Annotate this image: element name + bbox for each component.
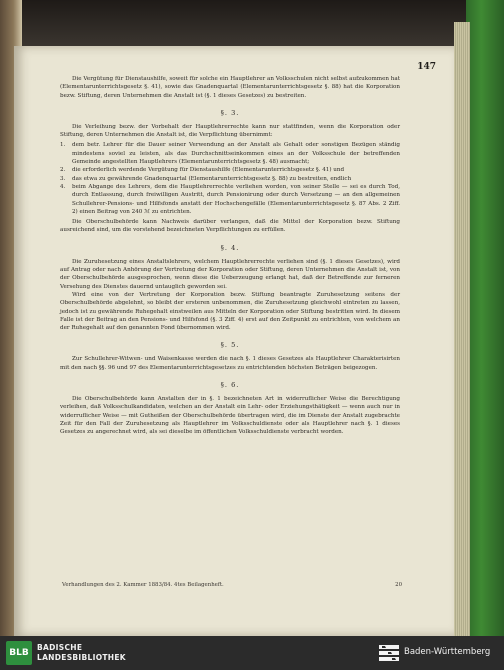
- list-item: [60, 183, 400, 216]
- section-title: §. 6.: [220, 381, 240, 390]
- section-title: §. 3.: [220, 108, 240, 117]
- intro-paragraph: Die Vergütung für Dienstaushilfe, soweit für solche ein Hauptlehrer an Volksschulen nicht selbst aufzukommen hat (Elementarunterrichtsgesetz §. 41), sowie das Gnadenquartal (Elementarunterrichtsgesetz §. 88) hat die Korporation bezw. Stiftung, deren Unternehmen die Anstalt ist (§. 1 dieses Gesetzes) zu bestreiten.: [60, 76, 400, 99]
- page-content: [60, 75, 400, 437]
- page-fore-edge: [454, 22, 470, 636]
- library-name-line1: BADISCHE: [37, 643, 83, 652]
- list-text: das etwa zu gewährende Gnadenquartal (Elementarunterrichtsgesetz §. 88) zu bestreiten, endlich: [72, 175, 352, 182]
- list-text: die erforderlich werdende Vergütung für Dienstaushilfe (Elementarunterrichtsgesetz §. 41) und: [72, 167, 345, 174]
- footer-source: Verhandlungen des 2. Kammer 1883/84. 4tes Beilagenheft.: [62, 582, 224, 588]
- book-cover-top: [0, 0, 504, 48]
- baden-wuerttemberg-lions-icon[interactable]: [378, 643, 400, 663]
- list-number: 3.: [60, 175, 66, 182]
- footer-sheet-number: 20: [395, 582, 402, 588]
- list-item: [60, 166, 400, 174]
- library-name[interactable]: [37, 643, 126, 662]
- blb-logo[interactable]: BLB: [6, 641, 32, 665]
- section-title: §. 4.: [220, 243, 240, 252]
- list-item: [60, 175, 400, 183]
- section-paragraph: Wird eine von der Vertretung der Korporation bezw. Stiftung beantragte Zuruhesetzung seitens der Oberschulbehörde abgelehnt, so bleibt der ersteren unbenommen, die Zuruhesetzung gleichwohl eintreten zu lassen, jedoch ist zu gewährende Ruhegehalt einstweilen aus Mitteln der Korporation oder Stiftung bestritten wird. In diesem Falle ist der Beitrag an den Pensions- und Hilfsfond (§. 3 Ziff. 4) erst auf den Zeitpunkt zu entrichten, von welchem an der Ruhegehalt auf den genannten Fond übernommen wird.: [60, 291, 400, 332]
- list-number: 2.: [60, 167, 66, 174]
- book-cover-green: [466, 0, 504, 636]
- section-paragraph: Die Oberschulbehörde kann Anstalten der in §. 1 bezeichneten Art in widerruflicher Weise die Berechtigung verleihen, daß Volksschulkandidaten, welchen an der Anstalt ein Lehr- oder Erziehungsthätigkeit — wenn auch nur in widerruflicher Weise — mit Gutheißen der Oberschulbehörde übertragen wird, die im Dienste der Anstalt zugebrachte Zeit für den Fall der Zuruhesetzung als Hauptlehrer im Volksschuldienste oder als Hauptlehrer nach §. 1 dieses Gesetzes zu angerechnet wird, als sei dieselbe im öffentlichen Volksschuldienste verbracht worden.: [60, 396, 400, 436]
- section-title: §. 5.: [220, 341, 240, 350]
- section-4: [60, 244, 400, 333]
- page-number: 147: [417, 62, 436, 72]
- list-item: [60, 141, 400, 166]
- section-3: [60, 109, 400, 235]
- list-number: 1.: [60, 142, 66, 149]
- section-paragraph: Zur Schullehrer-Witwen- und Waisenkasse werden die nach §. 1 dieses Gesetzes als Hauptlehrer Charakterisirten mit den nach §§. 96 und 97 des Elementarunterrichtsgesetzes zu entrichtenden höchsten Beträgen beigezogen.: [60, 356, 400, 371]
- list-number: 4.: [60, 183, 66, 190]
- section-6: [60, 381, 400, 436]
- section-5: [60, 341, 400, 372]
- section-paragraph: Die Verleihung bezw. der Vorbehalt der Hauptlehrerrechte kann nur stattfinden, wenn die Korporation oder Stiftung, deren Unternehmen die Anstalt ist, die Verpflichtung übernimmt:: [60, 123, 400, 139]
- list-text: beim Abgange des Lehrers, dem die Hauptlehrerrechte verliehen worden, von seiner Stelle — sei es durch Tod, durch Entlassung, durch freiwilligen Austritt, durch Pensionirung oder durch Versetzung — an den allgemeinen Schullehrer-Pensions- und Hilfsfonds anstatt der Hochschengefälle (Elementarunterrichtsgesetz §. 87 Abs. 2 Ziff. 2) einen Beitrag von 240 ℳ zu entrichten.: [72, 183, 400, 215]
- list-text: dem betr. Lehrer für die Dauer seiner Verwendung an der Anstalt als Gehalt oder sonstigen Bezügen ständig mindestens soviel zu leisten, als das Durchschnittseinkommen eines an der Volksschule der betreffenden Gemeinde angestellten Hauptlehrers (Elementarunterrichtsgesetz §. 48) ausmacht;: [72, 142, 400, 166]
- page-footer: [62, 582, 402, 588]
- section-paragraph: Die Oberschulbehörde kann Nachweis darüber verlangen, daß die Mittel der Korporation bezw. Stiftung ausreichend sind, um die vorstehend bezeichneten Verpflichtungen zu erfüllen.: [60, 219, 400, 234]
- region-name[interactable]: Baden-Württemberg: [404, 647, 491, 657]
- obligations-list: [60, 141, 400, 216]
- library-name-line2: LANDESBIBLIOTHEK: [37, 652, 126, 662]
- section-paragraph: Die Zuruhesetzung eines Anstaltslehrers, welchem Hauptlehrerrechte verliehen sind (§. 1 dieses Gesetzes), wird auf Antrag oder nach Anhörung der Vertretung der Korporation oder Stiftung, deren Unternehmen die Anstalt ist, von der Oberschulbehörde ausgesprochen, wenn diese die Ueberzeugung erlangt hat, daß der Betreffende zur ferneren Versehung des Dienstes dauernd untauglich geworden sei.: [60, 258, 400, 290]
